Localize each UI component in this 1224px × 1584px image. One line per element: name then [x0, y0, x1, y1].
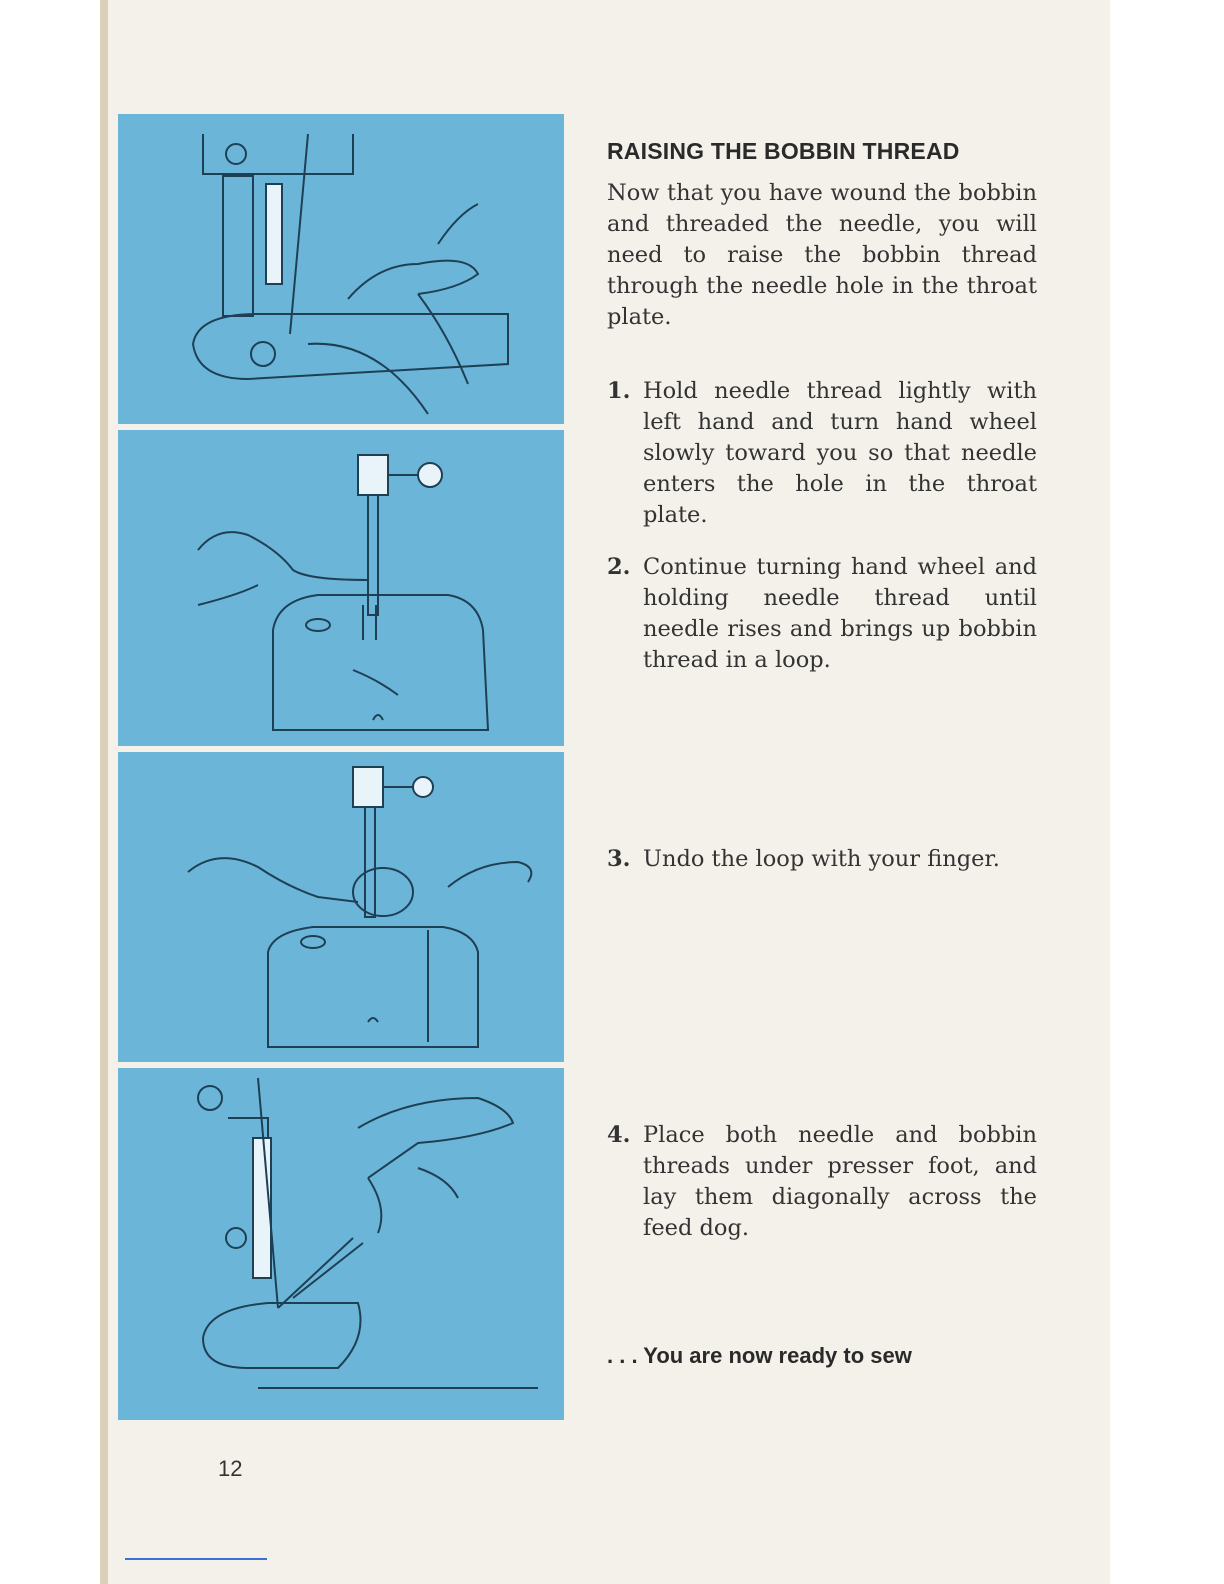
step-4	[607, 1120, 1037, 1244]
page-title: RAISING THE BOBBIN THREAD	[607, 138, 960, 164]
step-number: 3.	[607, 846, 631, 872]
sewing-machine-needle-threading-icon	[118, 114, 564, 424]
step-text: Undo the loop with your finger.	[643, 846, 1000, 872]
step-3	[607, 844, 1037, 875]
step-number: 1.	[607, 378, 631, 404]
page-binding-edge	[100, 0, 108, 1584]
intro-paragraph: Now that you have wound the bobbin and threaded the needle, you will need to raise the bobbin thread through the needle hole in the throat plate.	[607, 180, 1037, 330]
closing-line: . . . You are now ready to sew	[607, 1343, 912, 1368]
bobbin-loop-icon	[118, 752, 564, 1062]
step-text: Continue turning hand wheel and holding needle thread until needle rises and brings up bobbin thread in a loop.	[643, 554, 1037, 673]
step-number: 2.	[607, 554, 631, 580]
step-2	[607, 552, 1037, 676]
step-text: Place both needle and bobbin threads under presser foot, and lay them diagonally across the feed dog.	[643, 1122, 1037, 1241]
illustration-step-3	[118, 752, 564, 1062]
step-1	[607, 376, 1037, 531]
step-text: Hold needle thread lightly with left hand and turn hand wheel slowly toward you so that needle enters the hole in the throat plate.	[643, 378, 1037, 528]
illustration-step-4	[118, 1068, 564, 1420]
page-number: 12	[218, 1456, 243, 1481]
hand-wheel-turning-icon	[118, 430, 564, 746]
threads-under-presser-foot-icon	[118, 1068, 564, 1420]
step-number: 4.	[607, 1122, 631, 1148]
footer-rule	[125, 1558, 267, 1560]
illustration-step-1	[118, 114, 564, 424]
illustration-step-2	[118, 430, 564, 746]
